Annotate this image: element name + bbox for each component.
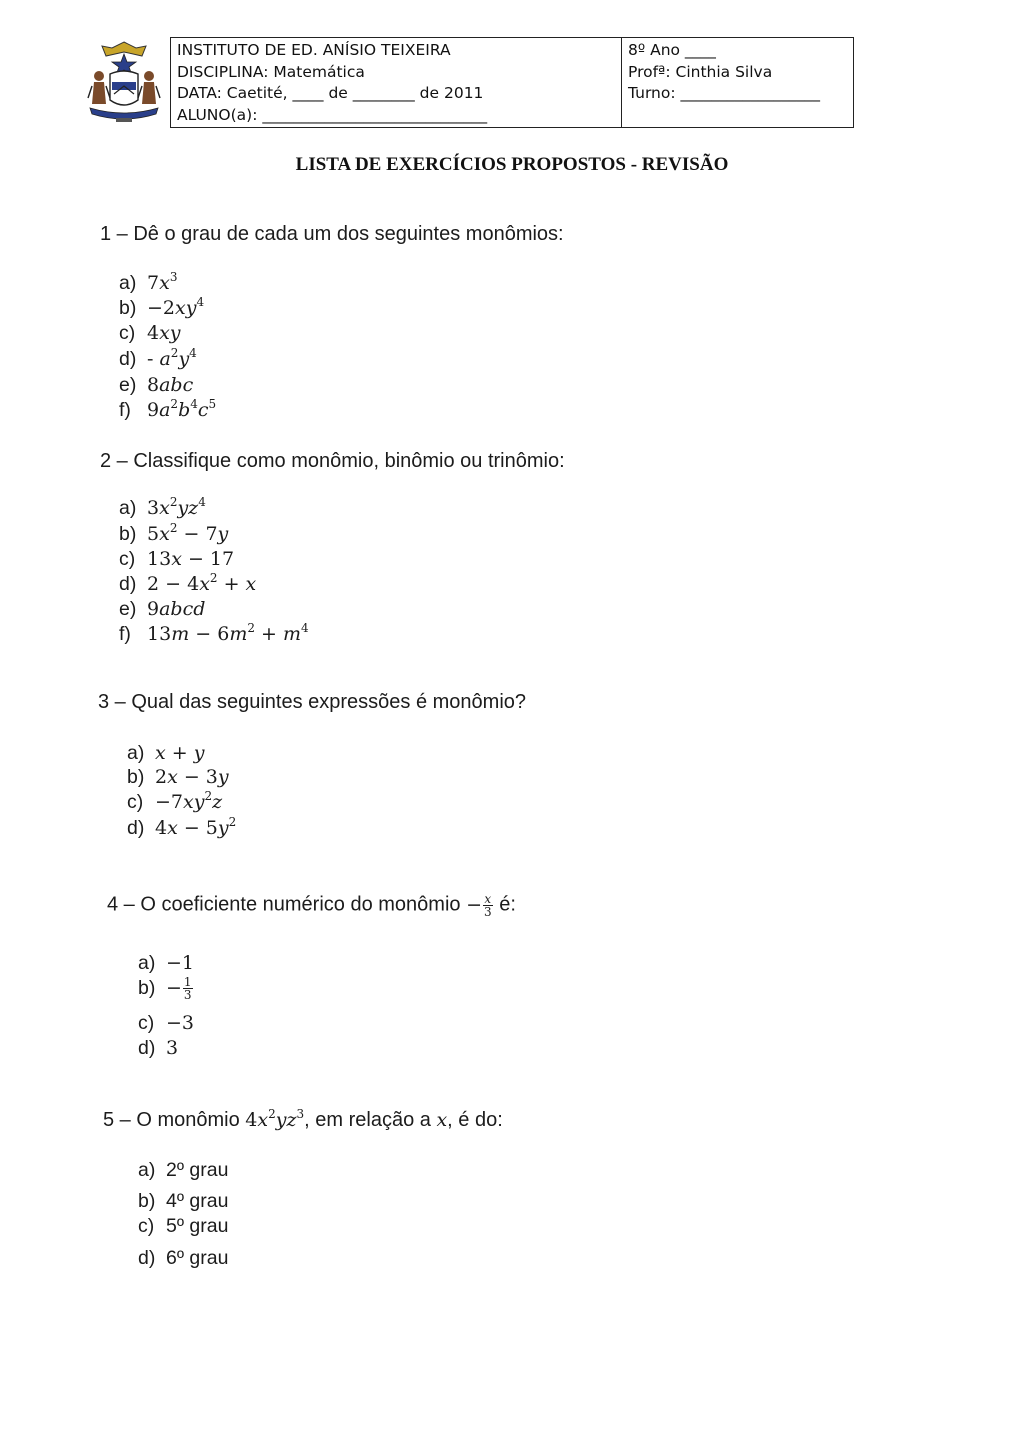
option-label: d): [138, 1247, 156, 1269]
q4-option-b: [138, 976, 194, 1001]
option-label: b): [119, 523, 137, 545]
option-expression: $5x^2 - 7y$: [147, 521, 229, 545]
header-right-cell: [622, 38, 853, 127]
option-expression: $3x^2yz^4$: [147, 495, 206, 519]
school-name: INSTITUTO DE ED. ANÍSIO TEIXEIRA: [177, 41, 451, 59]
student-field: ALUNO(a): _____________________________: [177, 105, 488, 124]
option-label: b): [127, 766, 145, 788]
header-box: [170, 37, 854, 128]
question-3-prompt: 3 – Qual das seguintes expressões é monômio?: [98, 691, 527, 713]
q3-option-c: [127, 791, 222, 814]
q5-option-d: [138, 1247, 228, 1270]
option-label: c): [127, 791, 144, 813]
q3-option-d: [127, 817, 236, 840]
q3-option-b: [127, 766, 229, 789]
shift-field: Turno: __________________: [628, 84, 820, 102]
q1-option-e: [119, 374, 193, 397]
option-expression: −1: [166, 952, 195, 974]
q2-option-e: [119, 598, 205, 621]
q4-option-d: [138, 1037, 178, 1060]
question-2-prompt: 2 – Classifique como monômio, binômio ou trinômio:: [100, 450, 565, 472]
option-label: a): [119, 497, 137, 519]
option-label: e): [119, 598, 137, 620]
option-expression: 4xy: [147, 322, 181, 344]
option-expression: 9abcd: [147, 598, 206, 620]
option-expression: $4x - 5y^2$: [155, 815, 237, 839]
q4-prompt-end: é:: [499, 893, 516, 916]
q5-variable: x: [436, 1109, 448, 1131]
option-label: a): [119, 272, 137, 294]
option-label: c): [138, 1215, 155, 1237]
q1-option-d: [119, 348, 197, 371]
q4-prompt-start: 4 – O coeficiente numérico do monômio: [107, 893, 461, 916]
q4-expression: − $\frac{x}{3}$: [466, 892, 492, 919]
teacher-field: Profª: Cinthia Silva: [628, 62, 773, 81]
option-label: c): [119, 322, 136, 344]
question-5-prompt: [103, 1109, 503, 1132]
option-label: f): [119, 399, 131, 421]
option-expression: $7x^3$: [147, 270, 178, 294]
option-expression: 8abc: [147, 374, 194, 396]
option-expression: - $a^2y^4$: [147, 346, 197, 370]
school-crest-icon: [84, 38, 164, 124]
option-expression: $2 - 4x^2 + x$: [147, 571, 257, 595]
page-title: LISTA DE EXERCÍCIOS PROPOSTOS - REVISÃO: [295, 154, 729, 175]
date-field: DATA: Caetité, ____ de ________ de 2011: [177, 84, 484, 102]
option-label: c): [119, 548, 136, 570]
option-expression: $13m - 6m^2 + m^4$: [147, 621, 309, 645]
q1-option-f: [119, 399, 216, 422]
option-expression: x + y: [155, 742, 205, 764]
q2-option-b: [119, 523, 228, 546]
option-label: d): [119, 348, 137, 370]
header-left-cell: [171, 38, 622, 127]
option-expression: 13x − 17: [147, 548, 235, 570]
q5-expression: $4x^2yz^3$: [245, 1107, 305, 1131]
option-text: 2º grau: [166, 1159, 229, 1181]
discipline-field: DISCIPLINA: Matemática: [177, 62, 365, 81]
option-label: b): [138, 1190, 156, 1212]
option-label: b): [138, 976, 156, 999]
grade-field: 8º Ano ____: [628, 41, 716, 59]
q5-prompt-mid: , em relação a: [304, 1109, 431, 1131]
q3-option-a: [127, 742, 204, 765]
option-label: a): [127, 742, 145, 764]
q5-prompt-start: 5 – O monômio: [103, 1109, 240, 1131]
q2-option-a: [119, 497, 206, 520]
option-label: b): [119, 297, 137, 319]
option-expression: 2x − 3y: [155, 766, 229, 788]
option-label: d): [119, 573, 137, 595]
q4-option-c: [138, 1012, 194, 1035]
option-expression: $-7xy^2z$: [155, 789, 223, 813]
q2-option-c: [119, 548, 234, 571]
option-label: c): [138, 1012, 155, 1034]
option-expression: 3: [166, 1037, 179, 1059]
option-label: a): [138, 1159, 156, 1181]
q5-option-c: [138, 1215, 228, 1238]
q5-option-b: [138, 1190, 228, 1213]
q2-option-d: [119, 573, 256, 596]
option-label: d): [138, 1037, 156, 1059]
option-label: d): [127, 817, 145, 839]
option-expression: − $\frac{1}{3}$: [166, 975, 192, 1002]
q1-option-a: [119, 272, 177, 295]
option-label: f): [119, 623, 131, 645]
q1-option-c: [119, 322, 181, 345]
option-expression: $-2xy^4$: [147, 295, 205, 319]
option-text: 5º grau: [166, 1215, 229, 1237]
q5-option-a: [138, 1159, 228, 1182]
q1-option-b: [119, 297, 204, 320]
question-4-prompt: [107, 893, 516, 918]
q4-option-a: [138, 952, 194, 975]
q5-prompt-end: , é do:: [447, 1109, 503, 1131]
option-label: a): [138, 952, 156, 974]
option-expression: $9a^2b^4c^5$: [147, 397, 217, 421]
option-text: 4º grau: [166, 1190, 229, 1212]
option-text: 6º grau: [166, 1247, 229, 1269]
q2-option-f: [119, 623, 309, 646]
option-expression: −3: [166, 1012, 195, 1034]
question-1-prompt: 1 – Dê o grau de cada um dos seguintes monômios:: [100, 223, 564, 245]
option-label: e): [119, 374, 137, 396]
